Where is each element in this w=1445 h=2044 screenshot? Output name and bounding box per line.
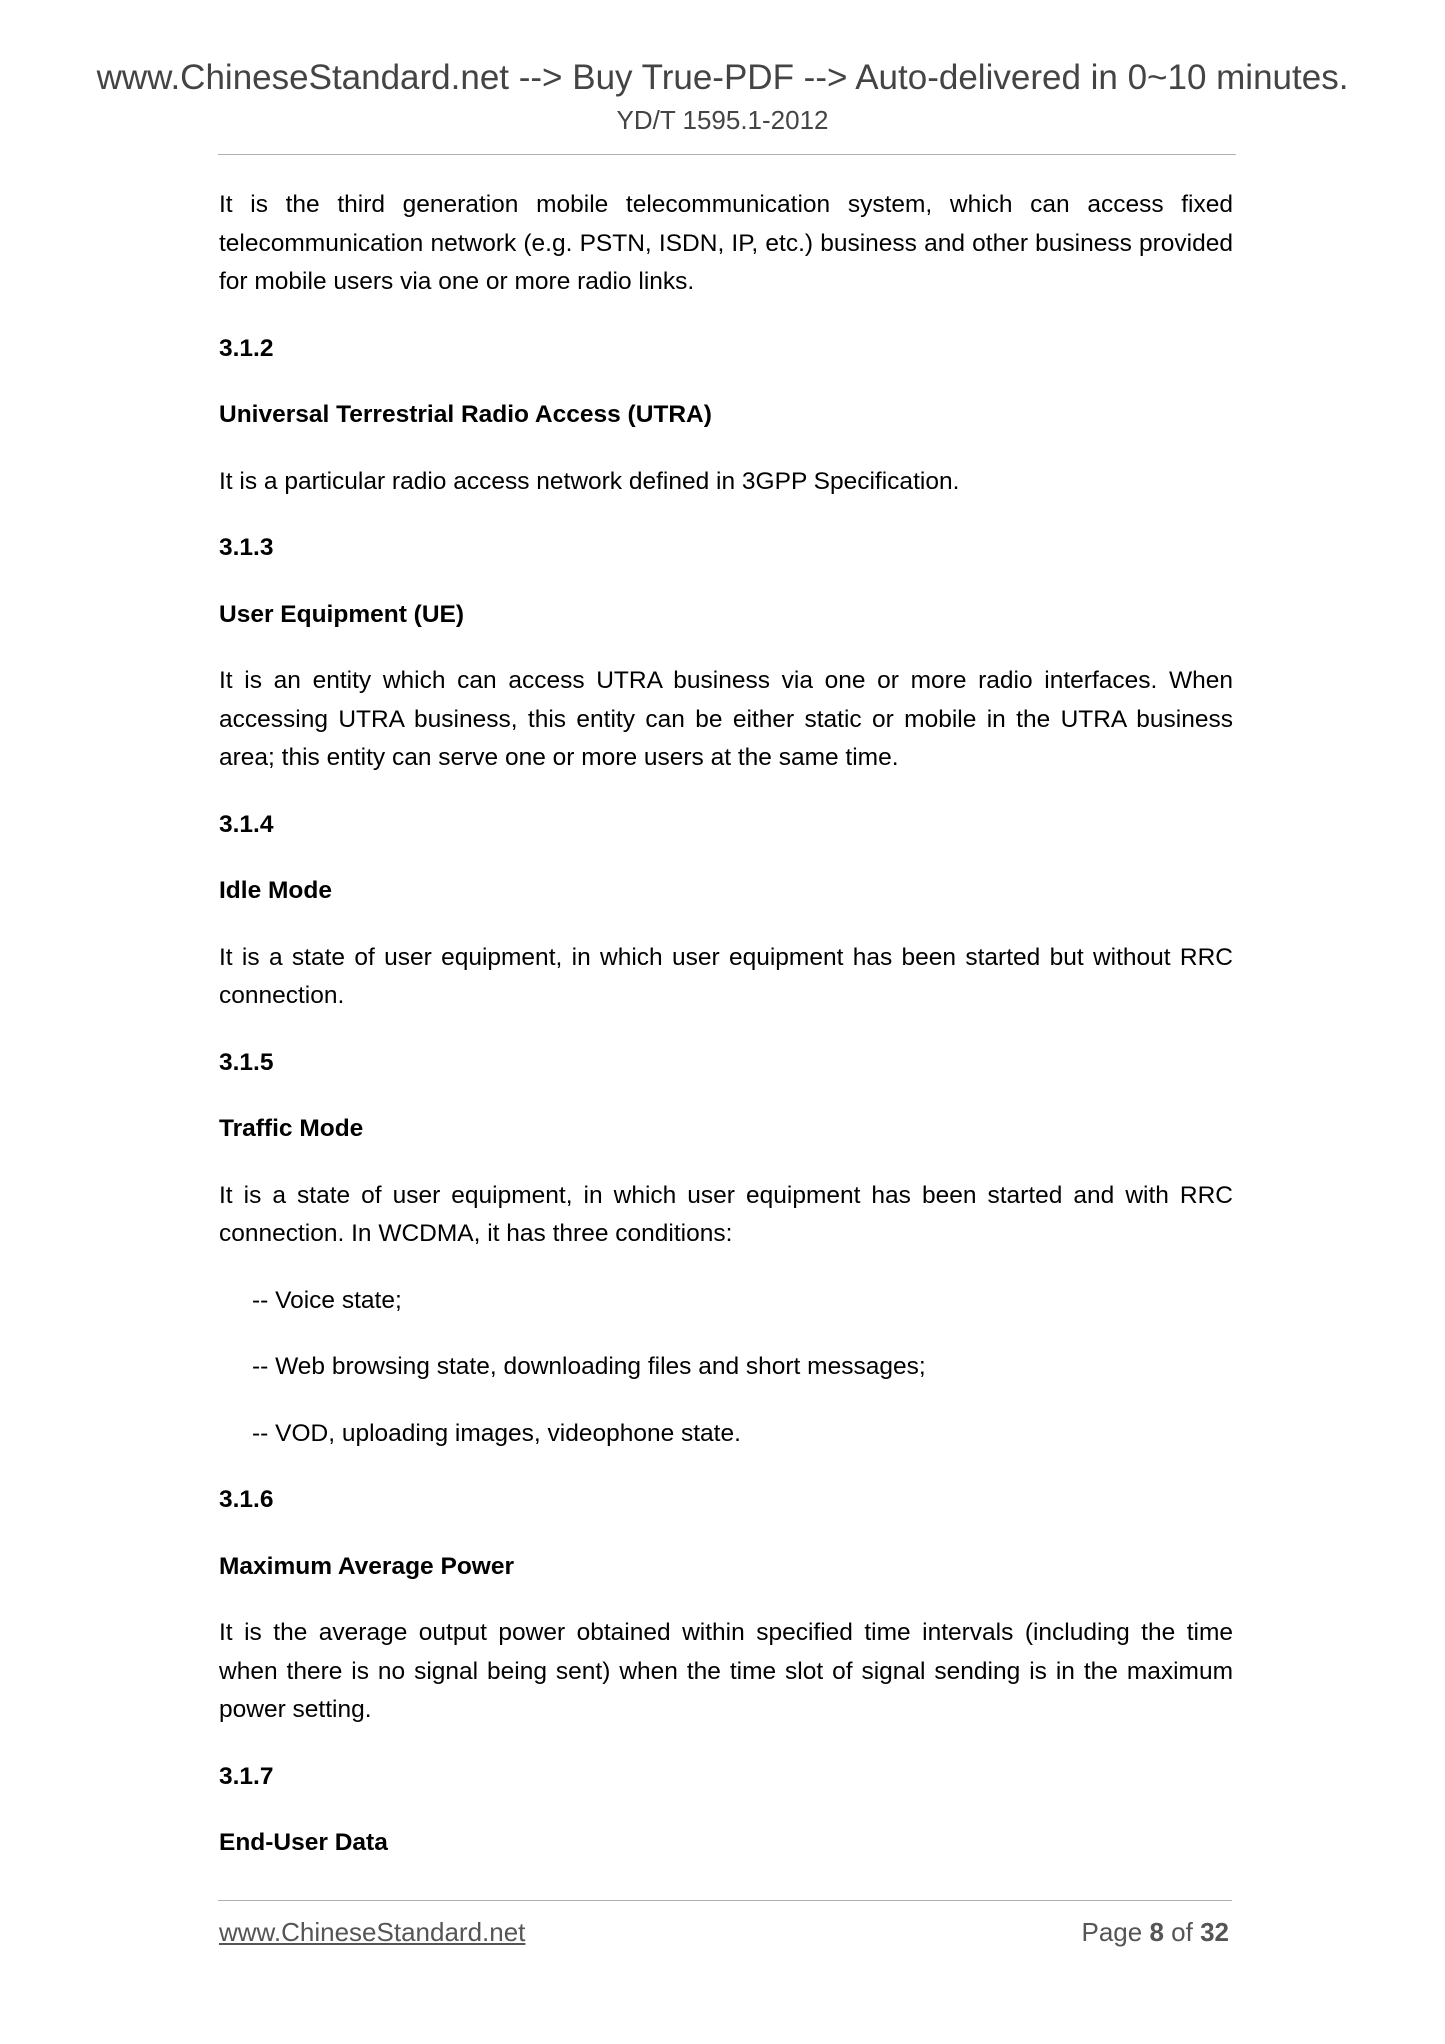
term-title: User Equipment (UE) bbox=[219, 600, 465, 628]
header-banner: www.ChineseStandard.net --> Buy True-PDF --> Auto-delivered in 0~10 minutes. bbox=[96, 58, 1349, 97]
total-pages: 32 bbox=[1200, 1917, 1229, 1947]
term-definition: It is a state of user equipment, in which user equipment has been started but without RRC connection. bbox=[219, 943, 1233, 1009]
page-indicator bbox=[1081, 1917, 1229, 1948]
term-title: Maximum Average Power bbox=[219, 1552, 515, 1580]
intro-paragraph: It is the third generation mobile telecommunication system, which can access fixed telecommunication network (e.g. PSTN, ISDN, IP, etc.) business and other business provided for mobile users via one or more radio links. bbox=[219, 191, 1233, 295]
of-label: of bbox=[1171, 1917, 1193, 1947]
list-item: -- Web browsing state, downloading files and short messages; bbox=[252, 1353, 926, 1380]
clause-number: 3.1.4 bbox=[219, 810, 274, 838]
term-title: Traffic Mode bbox=[219, 1115, 364, 1142]
clause-number: 3.1.6 bbox=[219, 1486, 274, 1513]
footer-site-link[interactable]: www.ChineseStandard.net bbox=[219, 1917, 526, 1947]
footer-divider bbox=[218, 1900, 1232, 1901]
term-title: End-User Data bbox=[219, 1829, 388, 1856]
clause-number: 3.1.7 bbox=[219, 1762, 274, 1790]
term-definition: It is a particular radio access network defined in 3GPP Specification. bbox=[219, 467, 960, 495]
term-definition: It is an entity which can access UTRA business via one or more radio interfaces. When accessing UTRA business, this entity can be either static or mobile in the UTRA business area; this entity can serve one or more users at the same time. bbox=[219, 667, 1233, 771]
term-title: Universal Terrestrial Radio Access (UTRA) bbox=[219, 401, 712, 428]
page-number: 8 bbox=[1149, 1917, 1164, 1947]
header-divider bbox=[218, 154, 1236, 155]
term-definition: It is a state of user equipment, in which user equipment has been started and with RRC connection. In WCDMA, it has three conditions: bbox=[219, 1181, 1233, 1247]
term-title: Idle Mode bbox=[219, 877, 332, 904]
term-definition: It is the average output power obtained within specified time intervals (including the time when there is no signal being sent) when the time slot of signal sending is in the maximum power setting. bbox=[219, 1619, 1233, 1723]
list-item: -- Voice state; bbox=[252, 1286, 402, 1314]
clause-number: 3.1.5 bbox=[219, 1048, 274, 1076]
page-label: Page bbox=[1081, 1917, 1143, 1947]
clause-number: 3.1.3 bbox=[219, 534, 274, 561]
document-body bbox=[219, 186, 1233, 1891]
list-item: -- VOD, uploading images, videophone state. bbox=[252, 1419, 741, 1447]
clause-number: 3.1.2 bbox=[219, 334, 274, 362]
standard-code: YD/T 1595.1-2012 bbox=[616, 105, 829, 135]
